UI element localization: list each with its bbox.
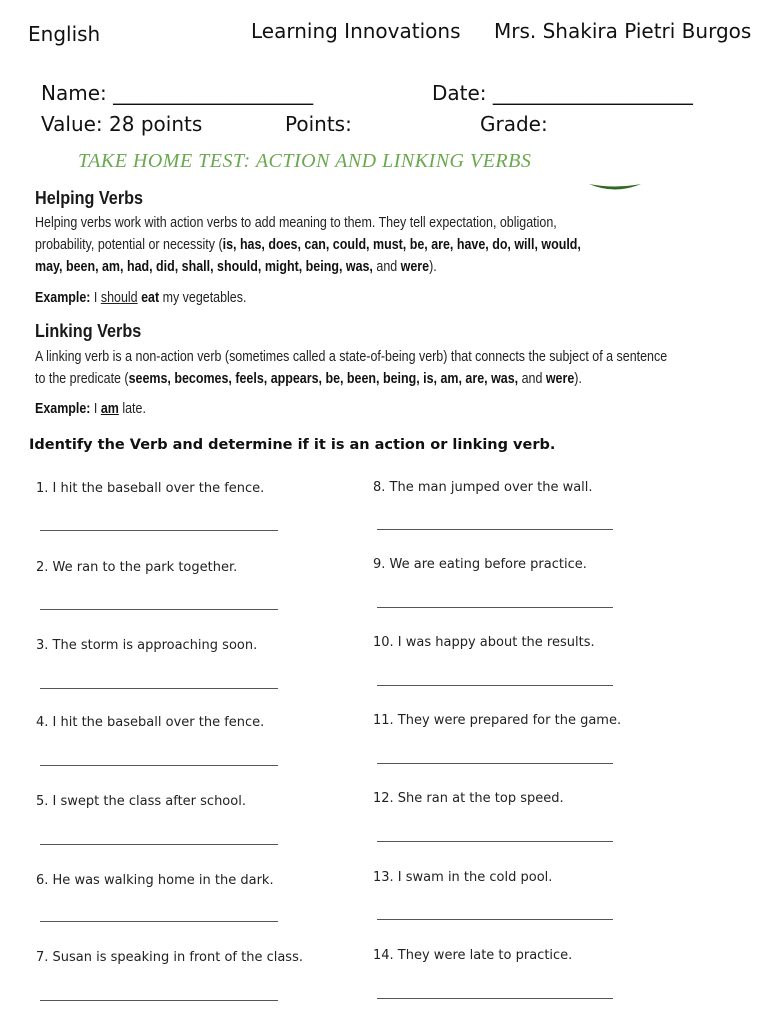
answer-line-11[interactable] [377, 763, 613, 764]
grade-label: Grade: [480, 112, 548, 136]
answer-line-4[interactable] [40, 765, 278, 766]
value-label: Value: 28 points [41, 112, 203, 136]
answer-line-6[interactable] [40, 921, 278, 922]
answer-line-14[interactable] [377, 998, 613, 999]
helping-verbs-example: Example: I should eat my vegetables. [35, 290, 247, 306]
leaf-icon [588, 183, 642, 193]
school-label: Learning Innovations [251, 19, 461, 43]
answer-line-12[interactable] [377, 841, 613, 842]
linking-verbs-definition: A linking verb is a non-action verb (sometimes called a state-of-being verb) that connects the subject of a sentence to the predicate (seems, becomes, feels, appears, be, been, being, is, am, are, was, and were). [35, 349, 668, 387]
page-title: TAKE HOME TEST: ACTION AND LINKING VERBS [78, 150, 532, 172]
helping-verbs-definition: Helping verbs work with action verbs to add meaning to them. They tell expectation, obligation, probability, potential or necessity (is, has, does, can, could, must, be, are, have, do, will, would, may, been, am, had, did, shall, should, might, being, was, and were). [35, 215, 581, 275]
question-8: 8. The man jumped over the wall. [373, 480, 593, 495]
linking-verbs-heading: Linking Verbs [35, 321, 142, 341]
points-label: Points: [285, 112, 352, 136]
teacher-label: Mrs. Shakira Pietri Burgos [494, 19, 752, 43]
question-4: 4. I hit the baseball over the fence. [36, 715, 265, 730]
question-13: 13. I swam in the cold pool. [373, 870, 553, 885]
question-6: 6. He was walking home in the dark. [36, 873, 274, 888]
subject-label: English [28, 22, 101, 46]
question-11: 11. They were prepared for the game. [373, 713, 622, 728]
question-10: 10. I was happy about the results. [373, 635, 595, 650]
answer-line-3[interactable] [40, 688, 278, 689]
answer-line-13[interactable] [377, 919, 613, 920]
answer-line-9[interactable] [377, 607, 613, 608]
question-12: 12. She ran at the top speed. [373, 791, 564, 806]
answer-line-8[interactable] [377, 529, 613, 530]
answer-line-1[interactable] [40, 530, 278, 531]
question-9: 9. We are eating before practice. [373, 557, 587, 572]
question-7: 7. Susan is speaking in front of the class. [36, 950, 303, 965]
linking-verbs-example: Example: I am late. [35, 401, 146, 417]
answer-line-2[interactable] [40, 609, 278, 610]
answer-line-10[interactable] [377, 685, 613, 686]
question-14: 14. They were late to practice. [373, 948, 573, 963]
instructions: Identify the Verb and determine if it is an action or linking verb. [29, 437, 556, 453]
question-2: 2. We ran to the park together. [36, 560, 238, 575]
question-3: 3. The storm is approaching soon. [36, 638, 258, 653]
date-field: Date: ____________________ [432, 81, 693, 105]
name-field: Name: ____________________ [41, 81, 314, 105]
question-5: 5. I swept the class after school. [36, 794, 246, 809]
answer-line-5[interactable] [40, 844, 278, 845]
answer-line-7[interactable] [40, 1000, 278, 1001]
helping-verbs-heading: Helping Verbs [35, 188, 144, 208]
question-1: 1. I hit the baseball over the fence. [36, 481, 265, 496]
